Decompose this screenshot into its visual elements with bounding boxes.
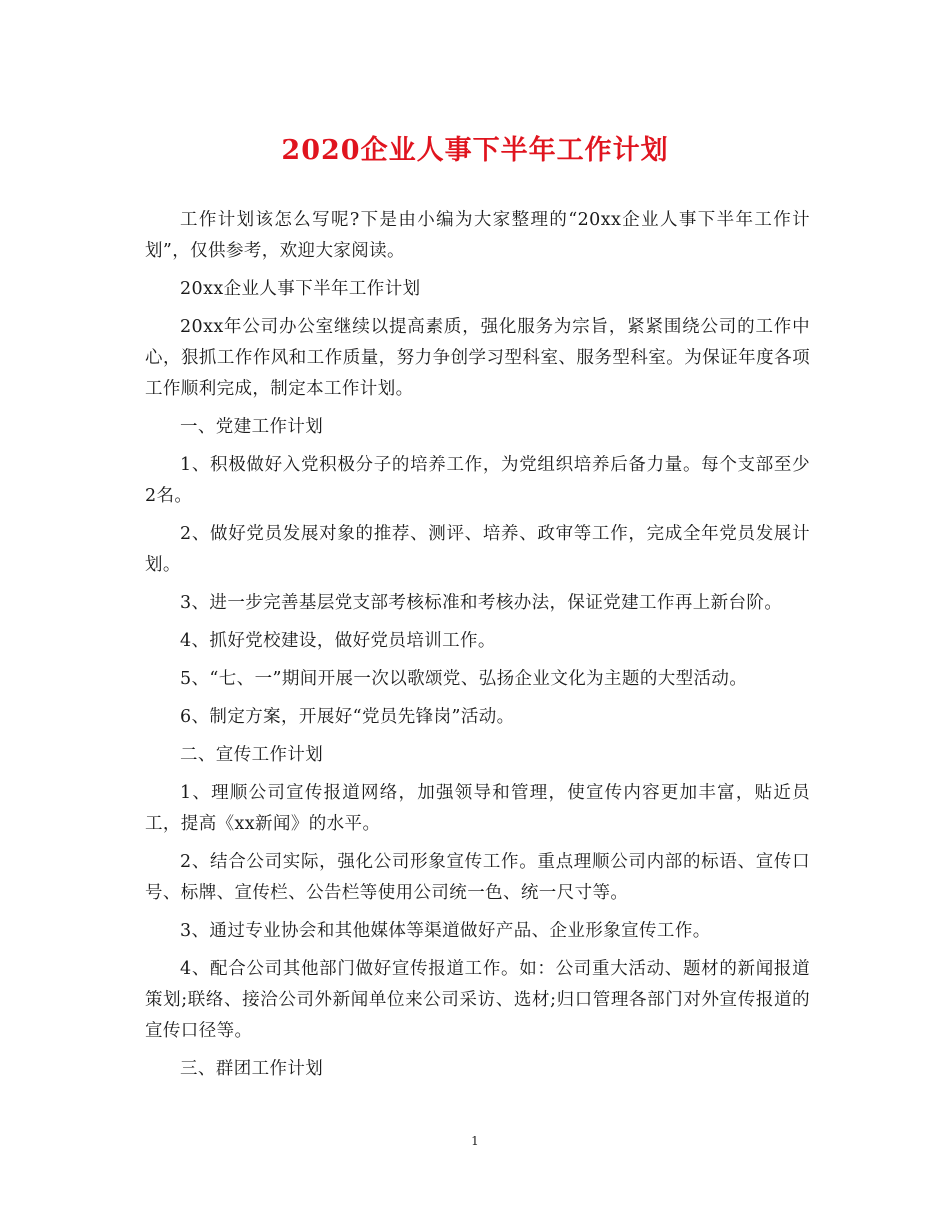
page-number: 1 <box>471 1134 479 1148</box>
list-item: 2、做好党员发展对象的推荐、测评、培养、政审等工作，完成全年党员发展计划。 <box>145 524 810 575</box>
paragraph-subtitle: 20xx企业人事下半年工作计划 <box>180 279 421 299</box>
section-heading-mass-orgs: 三、群团工作计划 <box>180 1059 324 1079</box>
list-item: 2、结合公司实际，强化公司形象宣传工作。重点理顺公司内部的标语、宣传口号、标牌、宣传栏、公告栏等使用公司统一色、统一尺寸等。 <box>145 852 810 903</box>
paragraph-overview: 20xx年公司办公室继续以提高素质，强化服务为宗旨，紧紧围绕公司的工作中心，狠抓工作作风和工作质量，努力争创学习型科室、服务型科室。为保证年度各项工作顺利完成，制定本工作计划。 <box>145 317 810 399</box>
document-body <box>145 205 810 1092</box>
document-title: 2020企业人事下半年工作计划 <box>281 135 669 166</box>
list-item: 3、通过专业协会和其他媒体等渠道做好产品、企业形象宣传工作。 <box>180 921 711 941</box>
paragraph-intro: 工作计划该怎么写呢?下是由小编为大家整理的“20xx企业人事下半年工作计划”，仅供参考，欢迎大家阅读。 <box>145 210 810 261</box>
list-item: 1、积极做好入党积极分子的培养工作，为党组织培养后备力量。每个支部至少2名。 <box>145 455 810 506</box>
list-item: 4、配合公司其他部门做好宣传报道工作。如：公司重大活动、题材的新闻报道策划;联络、接洽公司外新闻单位来公司采访、选材;归口管理各部门对外宣传报道的宣传口径等。 <box>145 959 810 1041</box>
list-item: 1、理顺公司宣传报道网络，加强领导和管理，使宣传内容更加丰富，贴近员工，提高《xx新闻》的水平。 <box>145 783 810 834</box>
section-heading-party: 一、党建工作计划 <box>180 417 324 437</box>
list-item: 5、“七、一”期间开展一次以歌颂党、弘扬企业文化为主题的大型活动。 <box>180 669 748 689</box>
list-item: 6、制定方案，开展好“党员先锋岗”活动。 <box>180 707 515 727</box>
section-heading-publicity: 二、宣传工作计划 <box>180 745 324 765</box>
list-item: 4、抓好党校建设，做好党员培训工作。 <box>180 631 496 651</box>
list-item: 3、进一步完善基层党支部考核标准和考核办法，保证党建工作再上新台阶。 <box>180 593 783 613</box>
